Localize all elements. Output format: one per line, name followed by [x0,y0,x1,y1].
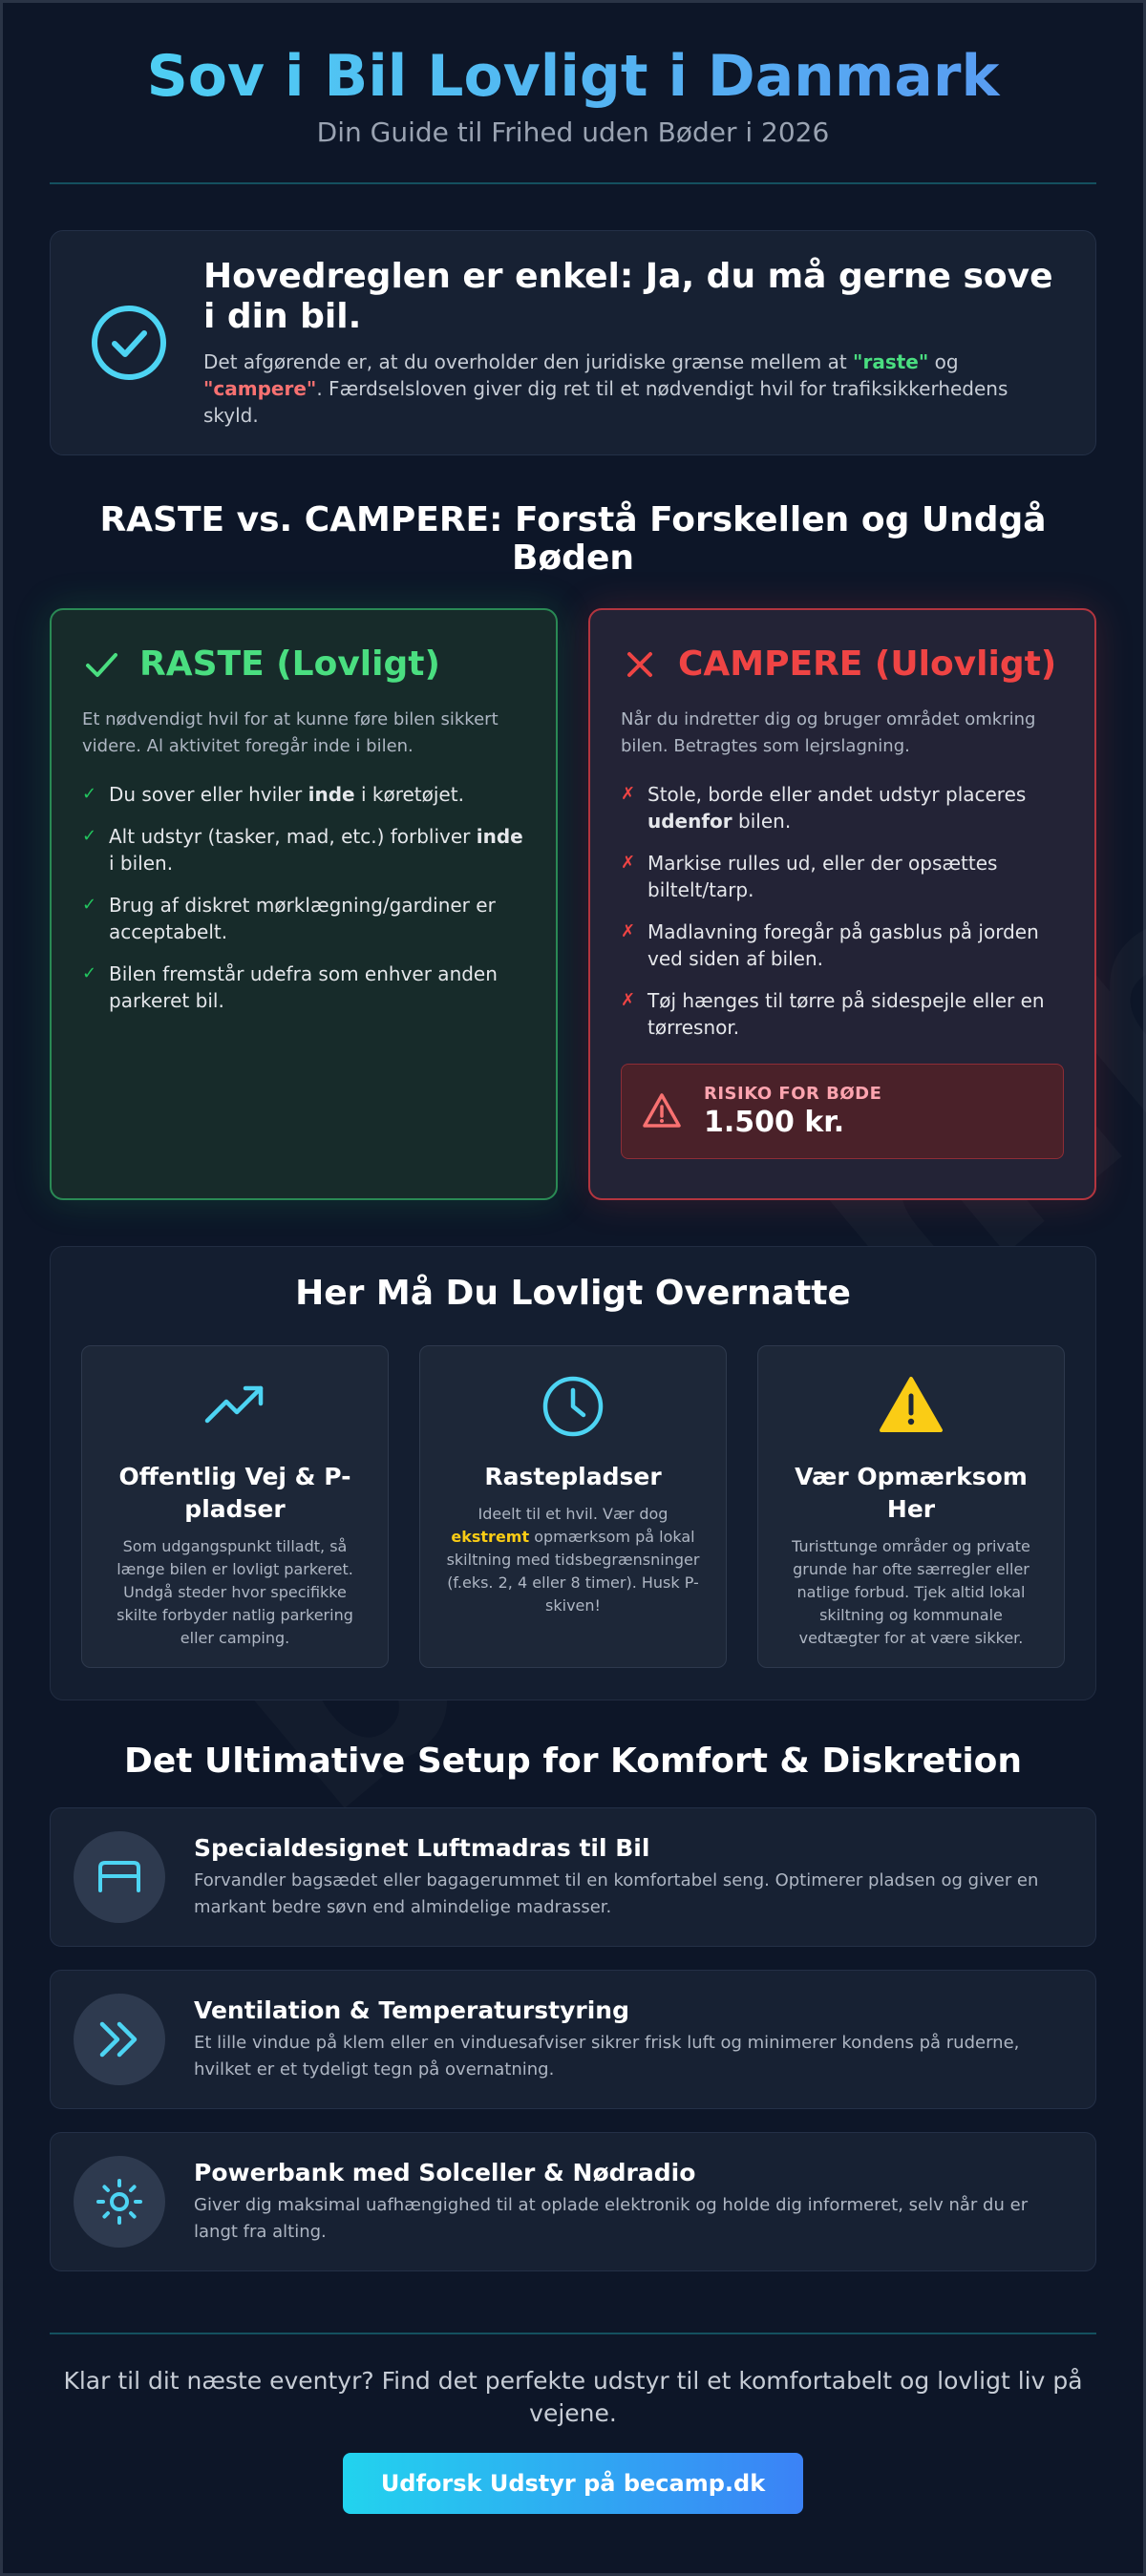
sun-icon [93,2175,146,2228]
fine-risk-text [704,1084,881,1139]
raste-card [50,608,558,1200]
x-mark-icon: ✗ [621,784,636,804]
list-item [82,823,525,876]
feature-text: Et lille vindue på klem eller en vinduesafviser sikrer frisk luft og minimerer kondens på ruderne, hvilket er et tydeligt tegn på overnatning. [194,2032,1020,2080]
check-circle-icon [89,303,169,383]
list-item [82,892,525,945]
intro-body [203,257,1057,429]
text-part: i køretøjet. [354,783,464,806]
campere-description: Når du indretter dig og bruger området omkring bilen. Betragtes som lejrslagning. [621,709,1036,756]
place-card-text [103,1535,367,1650]
places-cards [81,1345,1065,1668]
intro-text [203,348,1057,429]
raste-list [82,781,525,1014]
campere-list [621,781,1064,1041]
list-item-text [647,781,1064,834]
term-campere: "campere" [203,377,317,400]
page-header [50,0,1096,184]
feature-icon-circle [74,1994,165,2085]
feature-title: Powerbank med Solceller & Nødradio [194,2158,696,2186]
text-part: Stole, borde eller andet udstyr placeres [647,783,1027,806]
compare-title: RASTE vs. CAMPERE: Forstå Forskellen og Undgå Bøden [99,500,1047,578]
feature-icon-circle [74,1831,165,1923]
check-mark-icon: ✓ [82,895,97,915]
text-part: Madlavning foregår på gasblus på jorden ved siden af bilen. [647,920,1039,970]
feature-body [194,1996,1072,2083]
text-part: bilen. [732,810,792,833]
feature-title: Specialdesignet Luftmadras til Bil [194,1833,650,1862]
intro-text-part: . Færdselsloven giver dig ret til et nødvendigt hvil for trafiksikkerhedens skyld. [203,377,1008,427]
explore-gear-button[interactable]: Udforsk Udstyr på becamp.dk [343,2453,803,2514]
campere-card [588,608,1096,1200]
page-title: Sov i Bil Lovligt i Danmark [50,42,1096,111]
place-card-title: Rastepladser [484,1463,662,1490]
text-bold: inde [476,825,523,848]
feature-body [194,1834,1072,1921]
place-card-caution [757,1345,1065,1668]
place-card-rest-areas [419,1345,727,1668]
list-item [621,918,1064,972]
alert-triangle-icon [641,1090,683,1132]
text-bold: inde [308,783,355,806]
text-part: opmærksom på lokal skiltning med tidsbegrænsninger (f.eks. 2, 4 eller 8 timer). Husk P-skiven! [446,1528,700,1615]
footer-divider [50,2333,1096,2334]
text-bold: udenfor [647,810,732,833]
fine-risk-label: RISIKO FOR BØDE [704,1084,882,1104]
text-part: Du sover eller hviler [109,783,308,806]
cross-icon [621,645,659,684]
feature-item [50,1807,1096,1947]
campere-header [621,644,1064,684]
trending-up-icon [202,1373,268,1440]
place-card-public-road [81,1345,389,1668]
x-mark-icon: ✗ [621,921,636,941]
list-item-text [109,781,464,808]
text-part: i bilen. [109,852,174,875]
text-part: Alt udstyr (tasker, mad, etc.) forbliver [109,825,477,848]
list-item-text [647,918,1064,972]
raste-header [82,644,525,684]
text-part: Markise rulles ud, eller der opsættes biltelt/tarp. [647,852,998,901]
cta-wrapper [50,2453,1096,2514]
place-card-title: Offentlig Vej & P-pladser [118,1463,351,1523]
list-item [621,850,1064,903]
feature-body [194,2159,1072,2246]
list-item [82,781,525,808]
list-item-text [647,850,1064,903]
double-chevron-right-icon [93,2013,146,2066]
feature-title: Ventilation & Temperaturstyring [194,1995,629,2024]
place-card-text [779,1535,1043,1650]
feature-item [50,1970,1096,2109]
intro-text-part: og [928,350,959,373]
page-subtitle: Din Guide til Frihed uden Bøder i 2026 [316,116,830,148]
feature-text: Forvandler bagsædet eller bagagerummet til en komfortabel seng. Optimerer pladsen og giver en markant bedre søvn end almindelige madrasser. [194,1869,1039,1917]
clock-icon [540,1373,606,1440]
text-part: Bilen fremstår udefra som enhver anden parkeret bil. [109,962,498,1012]
feature-item [50,2132,1096,2271]
feature-icon-circle [74,2156,165,2248]
intro-text-part: Det afgørende er, at du overholder den juridiske grænse mellem at [203,350,854,373]
raste-description: Et nødvendigt hvil for at kunne føre bilen sikkert videre. Al aktivitet foregår inde i bilen. [82,709,499,756]
term-raste: "raste" [853,350,929,373]
compare-columns [50,608,1096,1200]
setup-title: Det Ultimative Setup for Komfort & Diskretion [123,1742,1023,1781]
list-item-text [109,892,525,945]
intro-card [50,230,1096,455]
place-card-text [441,1503,705,1617]
check-mark-icon: ✓ [82,784,97,804]
raste-title: RASTE (Lovligt) [139,644,440,684]
checkmark-icon [82,645,120,684]
places-title: Her Må Du Lovligt Overnatte [295,1274,851,1313]
text-part: Som udgangspunkt tilladt, så længe bilen er lovligt parkeret. Undgå steder hvor specifikke skilte forbyder natlig parkering eller camping. [117,1537,353,1647]
text-part: Turisttunge områder og private grunde har ofte særregler eller natlige forbud. Tjek altid lokal skiltning og kommunale vedtægter for at være sikker. [792,1537,1030,1647]
header-divider [50,182,1096,184]
text-highlight: ekstremt [451,1528,530,1546]
check-mark-icon: ✓ [82,963,97,983]
check-mark-icon: ✓ [82,826,97,846]
text-part: Tøj hænges til tørre på sidespejle eller en tørresnor. [647,989,1045,1039]
text-part: Brug af diskret mørklægning/gardiner er acceptabelt. [109,894,496,943]
list-item [621,987,1064,1041]
list-item [621,781,1064,834]
list-item-text [109,961,525,1014]
cta-text: Klar til dit næste eventyr? Find det perfekte udstyr til et komfortabelt og lovligt liv på vejene. [63,2367,1083,2427]
x-mark-icon: ✗ [621,990,636,1010]
fine-risk-box [621,1064,1064,1159]
intro-title: Hovedreglen er enkel: Ja, du må gerne sove i din bil. [203,257,1053,336]
text-part: Ideelt til et hvil. Vær dog [478,1505,668,1523]
place-card-title: Vær Opmærksom Her [795,1463,1028,1523]
x-mark-icon: ✗ [621,853,636,873]
list-item-text [647,987,1064,1041]
page-content [50,0,1096,2514]
list-item [82,961,525,1014]
feature-text: Giver dig maksimal uafhængighed til at oplade elektronik og holde dig informeret, selv når du er langt fra alting. [194,2194,1029,2242]
bed-icon [93,1850,146,1904]
warning-icon [878,1373,944,1440]
fine-amount: 1.500 kr. [704,1106,845,1139]
list-item-text [109,823,525,876]
campere-title: CAMPERE (Ulovligt) [678,644,1057,684]
places-section [50,1246,1096,1700]
